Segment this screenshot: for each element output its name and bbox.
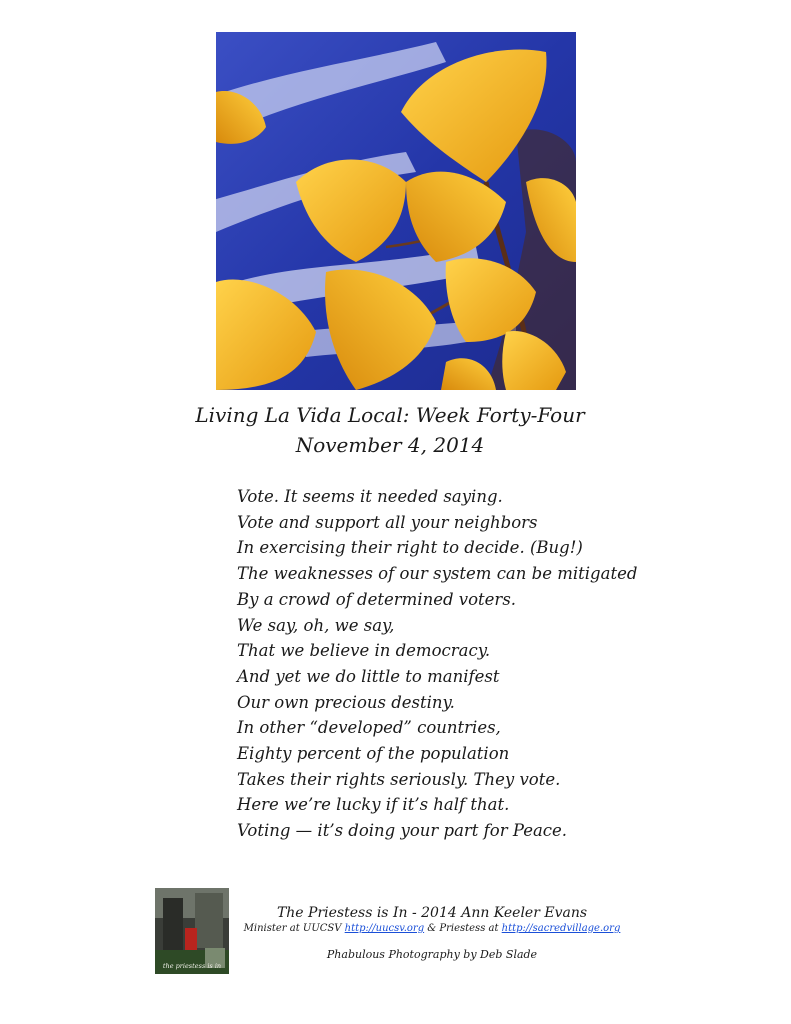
priestess-thumbnail (155, 888, 229, 974)
poem-line: And yet we do little to manifest (237, 666, 500, 686)
poem-line: That we believe in democracy. (237, 641, 491, 661)
footer (232, 904, 632, 962)
photo-credit: Phabulous Photography by Deb Slade (326, 948, 538, 961)
sacredvillage-link[interactable]: http://sacredvillage.org (501, 923, 621, 934)
priestess-label: & Priestess at (424, 923, 502, 934)
poem-line: Voting — it’s doing your part for Peace. (237, 821, 568, 841)
page-date: November 4, 2014 (295, 433, 485, 457)
footer-links (232, 922, 632, 936)
poem-line: Eighty percent of the population (237, 744, 510, 764)
poem-line: By a crowd of determined voters. (237, 589, 517, 609)
ginkgo-leaves-photo (216, 32, 576, 390)
poem-line: Vote. It seems it needed saying. (237, 487, 503, 506)
footer-title: The Priestess is In - 2014 Ann Keeler Evans (276, 905, 588, 921)
uucsv-link[interactable]: http://uucsv.org (344, 923, 425, 934)
page-title: Living La Vida Local: Week Forty-Four (195, 403, 585, 427)
title-block (150, 400, 630, 460)
poem-line: The weaknesses of our system can be mitigated (237, 564, 638, 584)
poem (237, 484, 657, 844)
poem-line: Vote and support all your neighbors (237, 512, 538, 532)
poem-line: We say, oh, we say, (237, 615, 395, 635)
minister-label: Minister at UUCSV (243, 923, 345, 934)
poem-line: In exercising their right to decide. (Bug!) (237, 538, 583, 558)
poem-line: Here we’re lucky if it’s half that. (237, 795, 510, 815)
poem-line: In other “developed” countries, (237, 718, 501, 738)
thumbnail-caption: the priestess is in (162, 962, 222, 970)
poem-line: Our own precious destiny. (237, 692, 455, 712)
poem-line: Takes their rights seriously. They vote. (237, 769, 561, 789)
